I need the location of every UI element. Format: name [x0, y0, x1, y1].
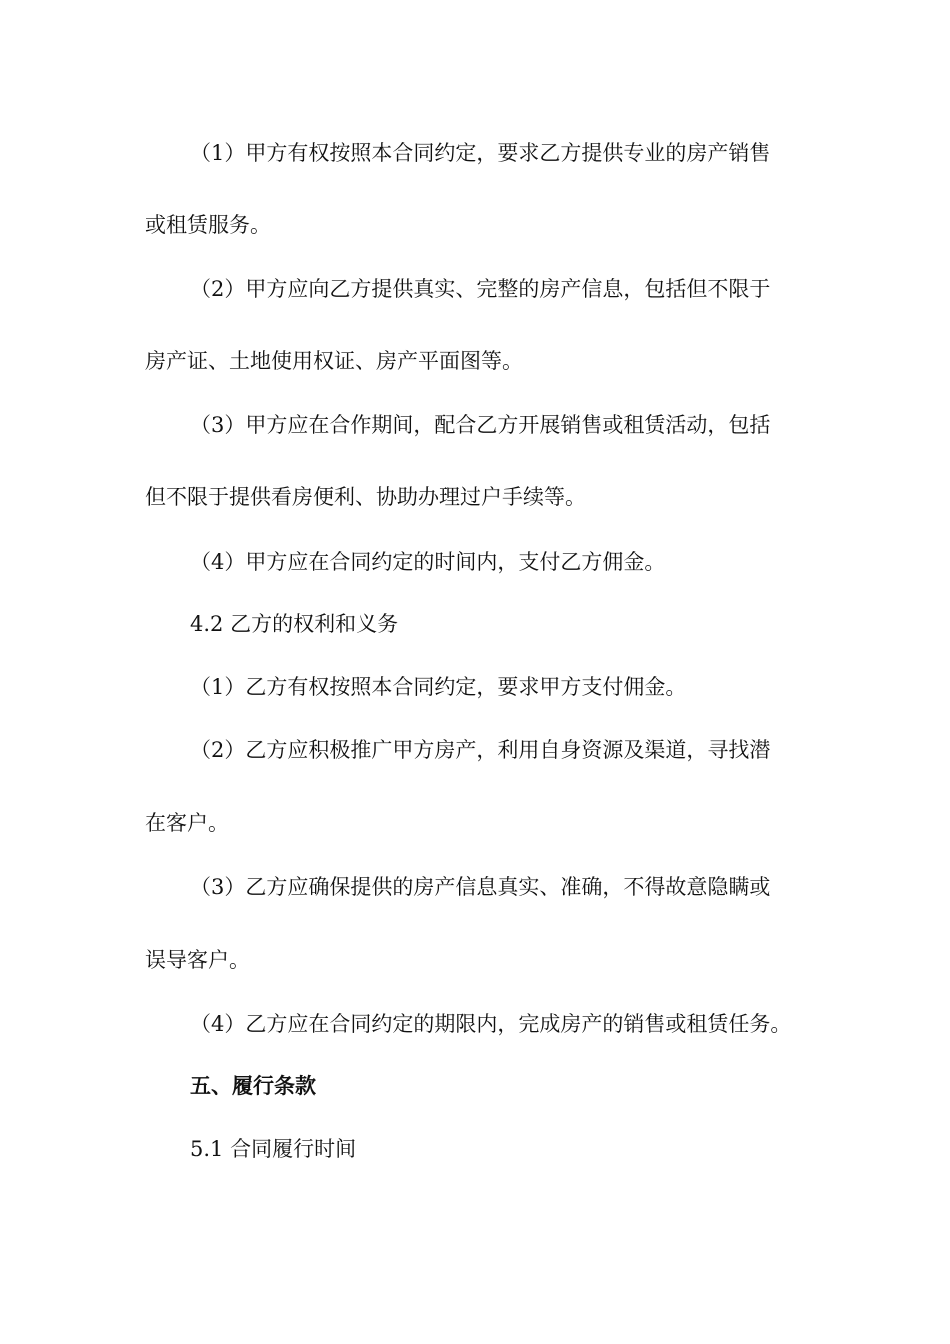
clause-4-1-2-line-1: （2）甲方应向乙方提供真实、完整的房产信息，包括但不限于	[190, 277, 771, 301]
section-4-2-heading: 4.2 乙方的权利和义务	[190, 612, 399, 636]
clause-4-2-4: （4）乙方应在合同约定的期限内，完成房产的销售或租赁任务。	[190, 1012, 792, 1036]
clause-4-2-2-line-1: （2）乙方应积极推广甲方房产，利用自身资源及渠道，寻找潜	[190, 738, 771, 762]
section-5-1-heading: 5.1 合同履行时间	[190, 1137, 357, 1161]
clause-4-1-3-line-1: （3）甲方应在合作期间，配合乙方开展销售或租赁活动，包括	[190, 413, 771, 437]
clause-4-2-3-line-2: 误导客户。	[145, 948, 250, 972]
clause-4-2-3-line-1: （3）乙方应确保提供的房产信息真实、准确，不得故意隐瞒或	[190, 875, 771, 899]
clause-4-1-4: （4）甲方应在合同约定的时间内，支付乙方佣金。	[190, 550, 666, 574]
clause-4-2-2-line-2: 在客户。	[145, 811, 229, 835]
clause-4-1-3-line-2: 但不限于提供看房便利、协助办理过户手续等。	[145, 485, 586, 509]
clause-4-1-1-line-1: （1）甲方有权按照本合同约定，要求乙方提供专业的房产销售	[190, 141, 771, 165]
section-5-heading: 五、履行条款	[190, 1073, 316, 1098]
clause-4-1-2-line-2: 房产证、土地使用权证、房产平面图等。	[145, 349, 523, 373]
clause-4-2-1: （1）乙方有权按照本合同约定，要求甲方支付佣金。	[190, 675, 687, 699]
clause-4-1-1-line-2: 或租赁服务。	[145, 213, 271, 237]
